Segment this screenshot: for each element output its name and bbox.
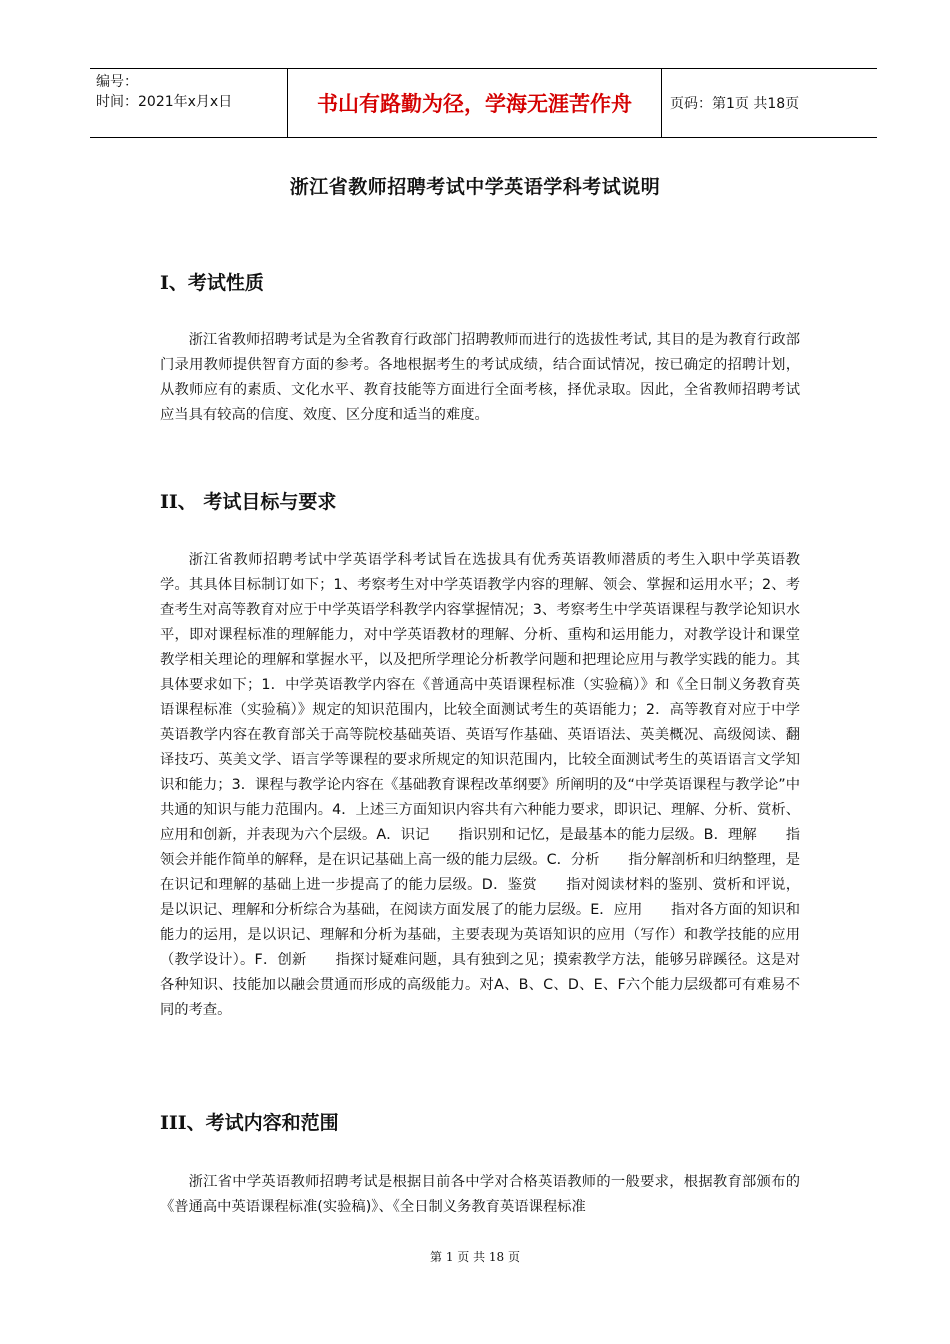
section-scope [160, 1108, 800, 1135]
header-motto: 书山有路勤为径，学海无涯苦作舟 [287, 69, 662, 137]
section-paragraph: 浙江省教师招聘考试中学英语学科考试旨在选拔具有优秀英语教师潜质的考生入职中学英语教学。其具体目标制订如下；1、考察考生对中学英语教学内容的理解、领会、掌握和运用水平；2、考查考生对高等教育对应于中学英语学科教学内容掌握情况；3、考察考生中学英语课程与教学论知识水平，即对课程标准的理解能力，对中学英语教材的理解、分析、重构和运用能力，对教学设计和课堂教学相关理论的理解和掌握水平，以及把所学理论分析教学问题和把理论应用与教学实践的能力。其具体要求如下；1．中学英语教学内容在《普通高中英语课程标准（实验稿）》和《全日制义务教育英语课程标准（实验稿）》规定的知识范围内，比较全面测试考生的英语能力；2．高等教育对应于中学英语教学内容在教育部关于高等院校基础英语、英语写作基础、英语语法、英美概况、高级阅读、翻译技巧、英美文学、语言学等课程的要求所规定的知识范围内，比较全面测试考生的英语语言文学知识和能力；3．课程与教学论内容在《基础教育课程改革纲要》所阐明的及“中学英语课程与教学论”中共通的知识与能力范围内。4．上述三方面知识内容共有六种能力要求，即识记、理解、分析、赏析、应用和创新，并表现为六个层级。A．识记 指识别和记忆，是最基本的能力层级。B．理解 指领会并能作简单的解释，是在识记基础上高一级的能力层级。C．分析 指分解剖析和归纳整理，是在识记和理解的基础上进一步提高了的能力层级。D．鉴赏 指对阅读材料的鉴别、赏析和评说，是以识记、理解和分析综合为基础，在阅读方面发展了的能力层级。E．应用 指对各方面的知识和能力的运用，是以识记、理解和分析为基础，主要表现为英语知识的应用（写作）和教学技能的应用（教学设计）。F．创新 指探讨疑难问题，具有独到之见；摸索教学方法，能够另辟蹊径。这是对各种知识、技能加以融会贯通而形成的高级能力。对A、B、C、D、E、F六个能力层级都可有难易不同的考查。 [160, 552, 800, 1018]
section-nature [160, 268, 800, 295]
document-title: 浙江省教师招聘考试中学英语学科考试说明 [289, 176, 661, 198]
header-page-label: 页码：第1页 共18页 [670, 96, 800, 112]
section-heading: III、考试内容和范围 [160, 1112, 339, 1134]
section-nature-body [160, 328, 800, 428]
page-footer: 第 1 页 共 18 页 [430, 1250, 520, 1264]
section-paragraph: 浙江省中学英语教师招聘考试是根据目前各中学对合格英语教师的一般要求，根据教育部颁布的《普通高中英语课程标准(实验稿)》、《全日制义务教育英语课程标准 [160, 1174, 800, 1215]
section-paragraph: 浙江省教师招聘考试是为全省教育行政部门招聘教师而进行的选拔性考试, 其目的是为教育行政部门录用教师提供智育方面的参考。各地根据考生的考试成绩，结合面试情况，按已确定的招聘计划，从教师应有的素质、文化水平、教育技能等方面进行全面考核，择优录取。因此，全省教师招聘考试应当具有较高的信度、效度、区分度和适当的难度。 [160, 332, 800, 423]
number-label: 编号： [96, 74, 138, 90]
time-label: 时间：2021年x月x日 [96, 94, 233, 110]
section-goals-body [160, 548, 800, 1023]
page-header [90, 68, 877, 138]
section-goals [160, 487, 800, 514]
section-scope-body [160, 1170, 800, 1220]
header-meta [90, 69, 287, 137]
section-heading: II、 考试目标与要求 [160, 491, 337, 513]
section-heading: Ⅰ、考试性质 [160, 272, 264, 294]
